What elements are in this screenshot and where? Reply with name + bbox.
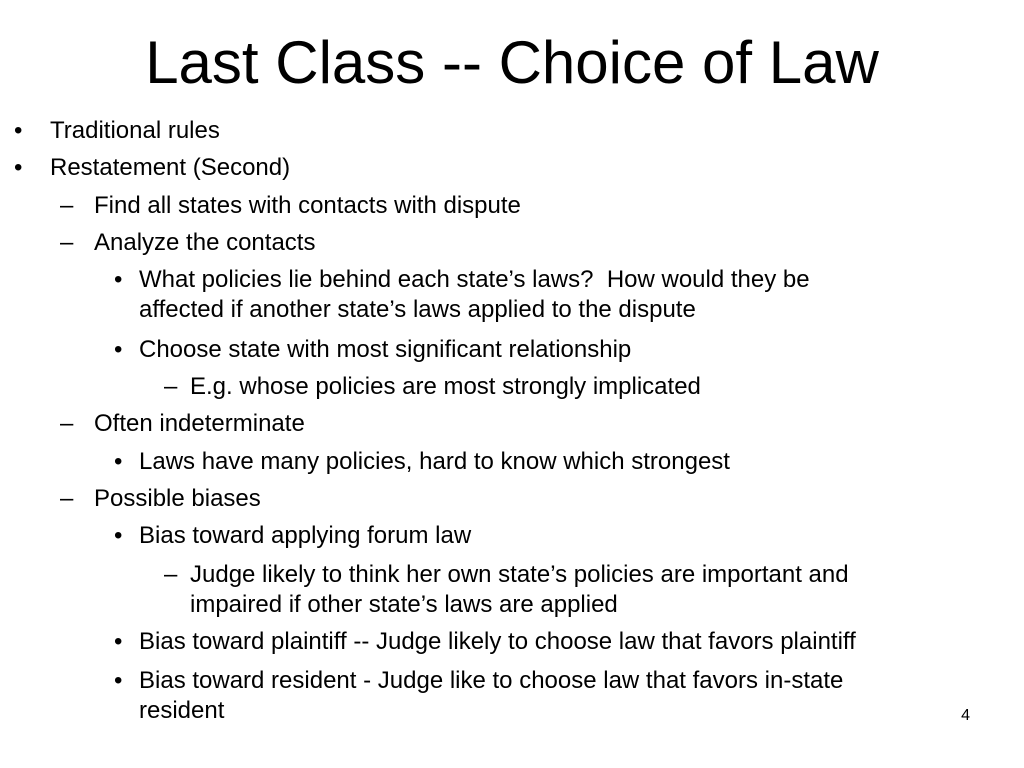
slide-number: 4 bbox=[961, 707, 970, 724]
bullet-marker: • bbox=[114, 522, 123, 549]
bullet-text: Bias toward resident - Judge like to choose law that favors in-state resident bbox=[139, 667, 844, 724]
bullet-text: Choose state with most significant relationship bbox=[139, 336, 632, 363]
bullet-text: Bias toward applying forum law bbox=[139, 522, 472, 549]
bullet-marker: • bbox=[114, 448, 123, 475]
bullet-text: What policies lie behind each state’s laws? How would they be affected if another state’s laws applied to the dispute bbox=[139, 266, 810, 323]
dash-marker: – bbox=[60, 410, 74, 437]
dash-marker: – bbox=[60, 485, 74, 512]
bullet-marker: • bbox=[114, 336, 123, 363]
bullet-text: Restatement (Second) bbox=[50, 154, 291, 181]
bullet-text: Laws have many policies, hard to know which strongest bbox=[139, 448, 730, 475]
bullet-text: Often indeterminate bbox=[94, 410, 305, 437]
dash-marker: – bbox=[164, 561, 178, 588]
slide-title: Last Class -- Choice of Law bbox=[145, 29, 879, 96]
bullet-text: Find all states with contacts with dispute bbox=[94, 192, 521, 219]
bullet-text: Possible biases bbox=[94, 485, 261, 512]
bullet-marker: • bbox=[114, 628, 123, 655]
bullet-marker: • bbox=[114, 266, 123, 293]
bullet-marker: • bbox=[114, 667, 123, 694]
bullet-marker: • bbox=[14, 154, 23, 181]
bullet-text: Traditional rules bbox=[50, 117, 220, 144]
dash-marker: – bbox=[164, 373, 178, 400]
dash-marker: – bbox=[60, 229, 74, 256]
bullet-text: Bias toward plaintiff -- Judge likely to choose law that favors plaintiff bbox=[139, 628, 856, 655]
dash-marker: – bbox=[60, 192, 74, 219]
bullet-text: E.g. whose policies are most strongly implicated bbox=[190, 373, 701, 400]
bullet-text: Analyze the contacts bbox=[94, 229, 316, 256]
bullet-marker: • bbox=[14, 117, 23, 144]
bullet-text: Judge likely to think her own state’s policies are important and impaired if other state’s laws are applied bbox=[190, 561, 849, 618]
